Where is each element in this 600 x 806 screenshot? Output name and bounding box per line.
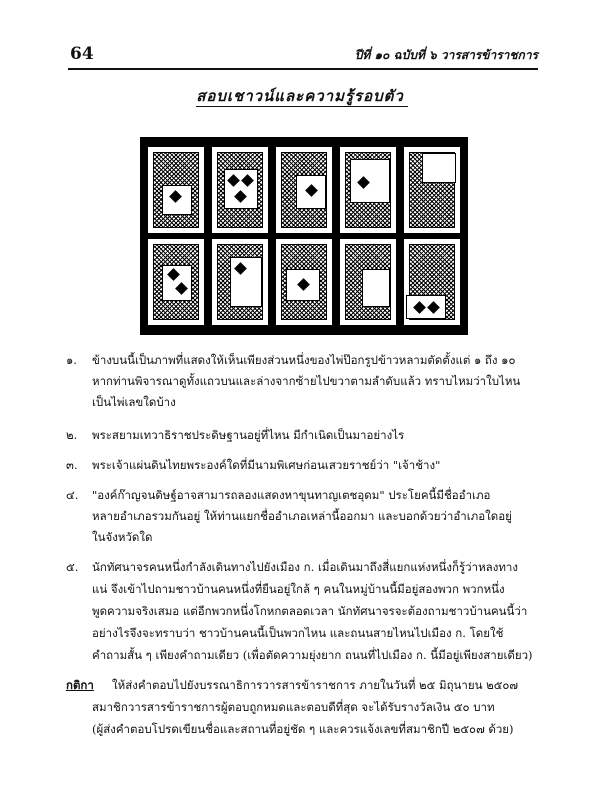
playing-cards-illustration <box>140 137 468 335</box>
card-bottom-5 <box>404 239 460 325</box>
question-5-line: นักทัศนาจรคนหนึ่งกำลังเดินทางไปยังเมือง ก. เมื่อเดินมาถึงสี่แยกแห่งหนึ่งก็รู้ว่าหลงทาง <box>92 560 518 574</box>
card-top-3 <box>276 147 332 233</box>
question-3-line: พระเจ้าแผ่นดินไทยพระองค์ใดที่มีนามพิเศษก่อนเสวยราชย์ว่า "เจ้าช้าง" <box>92 458 441 472</box>
question-1-number: ๑. <box>66 353 77 367</box>
card-bottom-4 <box>340 239 396 325</box>
card-top-5 <box>404 147 460 233</box>
card-bottom-2 <box>212 239 268 325</box>
question-2-line: พระสยามเทวาธิราชประดิษฐานอยู่ที่ไหน มีกำเนิดเป็นมาอย่างไร <box>92 428 405 442</box>
question-4-line: ในจังหวัดใด <box>92 530 153 544</box>
question-3-number: ๓. <box>66 458 78 472</box>
question-4-number: ๔. <box>66 488 79 502</box>
question-4-line: หลายอำเภอรวมกันอยู่ ให้ท่านแยกชื่ออำเภอเหล่านี้ออกมา และบอกด้วยว่าอำเภอใดอยู่ <box>92 509 512 523</box>
title-underline <box>196 106 408 107</box>
question-5-line: แน่ จึงเข้าไปถามชาวบ้านคนหนึ่งที่ยืนอยู่ใกล้ ๆ คนในหมู่บ้านนี้มีอยู่สองพวก พวกหนึ่ง <box>92 582 505 596</box>
card-bottom-3 <box>276 239 332 325</box>
rules-line: ให้ส่งคำตอบไปยังบรรณาธิการวารสารข้าราชการ ภายในวันที่ ๒๕ มิถุนายน ๒๕๐๗ <box>112 678 519 692</box>
rules-label: กติกา <box>66 678 94 692</box>
question-1-line: หากท่านพิจารณาดูทั้งแถวบนและล่างจากซ้ายไปขวาตามลำดับแล้ว ทราบไหมว่าใบไหน <box>92 374 521 388</box>
page-number: 64 <box>70 44 94 64</box>
question-5-line: พูดความจริงเสมอ แต่อีกพวกหนึ่งโกหกตลอดเวลา นักทัศนาจรจะต้องถามชาวบ้านคนนี้ว่า <box>92 604 528 618</box>
rules-line: สมาชิกวารสารข้าราชการผู้ตอบถูกหมดและตอบดีที่สุด จะได้รับรางวัลเงิน ๕๐ บาท <box>92 700 495 714</box>
section-title: สอบเชาวน์และความรู้รอบตัว <box>196 87 404 105</box>
question-5-number: ๕. <box>66 560 79 574</box>
question-5-line: อย่างไรจึงจะทราบว่า ชาวบ้านคนนี้เป็นพวกไหน และถนนสายไหนไปเมือง ก. โดยใช้ <box>92 626 504 640</box>
question-5-line: คำถามสั้น ๆ เพียงคำถามเดียว (เพื่อตัดความยุ่งยาก ถนนที่ไปเมือง ก. นี้มีอยู่เพียงสายเดียว) <box>92 648 533 662</box>
header-rule <box>68 68 538 70</box>
card-top-4 <box>340 147 396 233</box>
card-top-2 <box>212 147 268 233</box>
card-top-1 <box>148 147 204 233</box>
question-2-number: ๒. <box>66 428 78 442</box>
question-4-line: "องค์ก๊าญจนดิษฐ์อาจสามารถลองแสดงหาขุนทาญเตชอุดม" ประโยคนี้มีชื่ออำเภอ <box>92 488 491 502</box>
running-head: ปีที่ ๑๐ ฉบับที่ ๖ วารสารข้าราชการ <box>354 48 538 62</box>
card-bottom-1 <box>148 239 204 325</box>
question-1-line: เป็นไพ่เลขใดบ้าง <box>92 395 176 409</box>
question-1-line: ข้างบนนี้เป็นภาพที่แสดงให้เห็นเพียงส่วนหนึ่งของไพ่ป๊อกรูปข้าวหลามตัดตั้งแต่ ๑ ถึง ๑๐ <box>92 353 516 367</box>
rules-line: (ผู้ส่งคำตอบโปรดเขียนชื่อและสถานที่อยู่ชัด ๆ และควรแจ้งเลขที่สมาชิกปี ๒๕๐๗ ด้วย) <box>92 722 514 736</box>
